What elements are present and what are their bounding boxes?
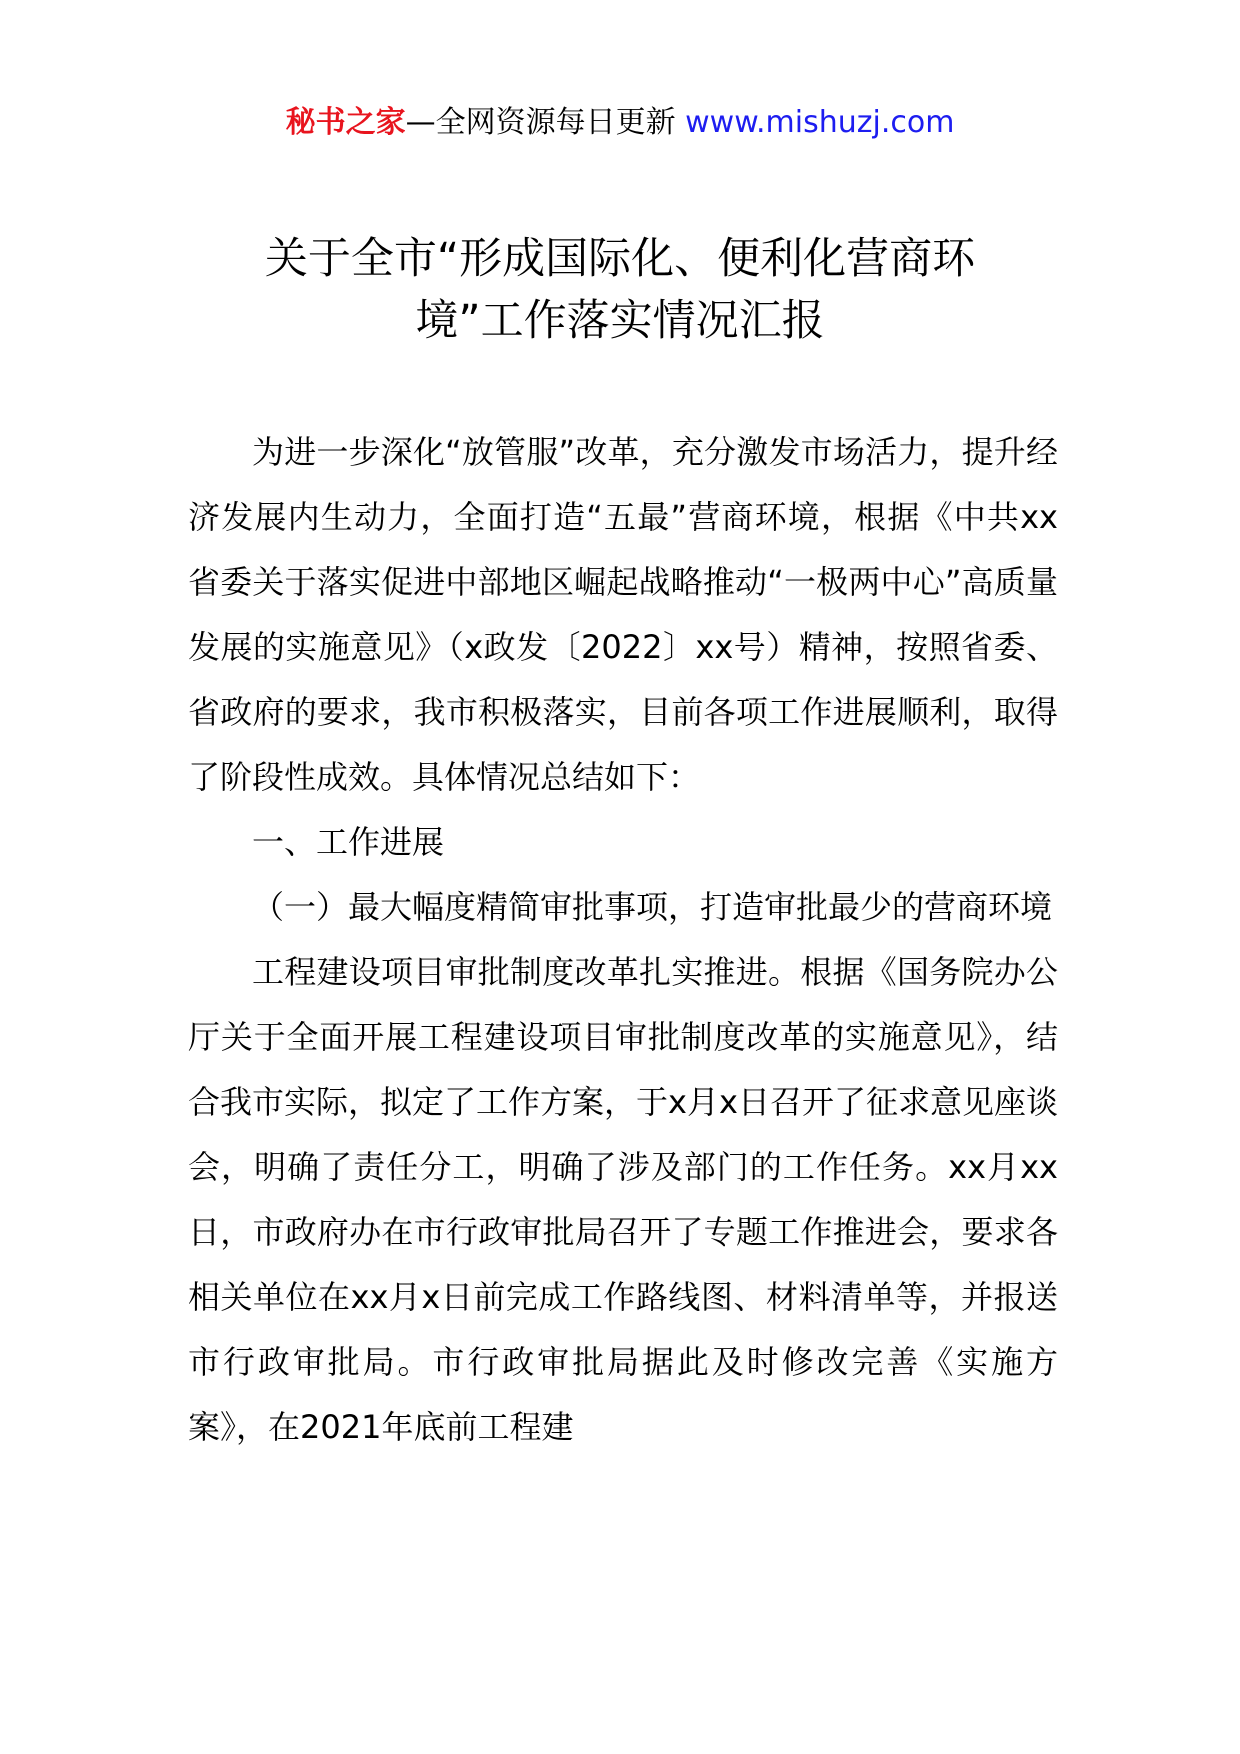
site-tagline: —全网资源每日更新 bbox=[405, 105, 686, 140]
subsection-heading: （一）最大幅度精简审批事项，打造审批最少的营商环境 bbox=[252, 888, 1053, 926]
document-title-line-2: 境”工作落实情况汇报 bbox=[415, 296, 825, 346]
document-title-line-1: 关于全市“形成国际化、便利化营商环 bbox=[264, 234, 976, 284]
site-name: 秘书之家 bbox=[285, 105, 406, 140]
section-heading: 一、工作进展 bbox=[252, 823, 445, 861]
body-paragraph: 工程建设项目审批制度改革扎实推进。根据《国务院办公厅关于全面开展工程建设项目审批制度改革的实施意见》，结合我市实际，拟定了工作方案，于x月x日召开了征求意见座谈会，明确了责任分工，明确了涉及部门的工作任务。xx月xx日，市政府办在市行政审批局召开了专题工作推进会，要求各相关单位在xx月x日前完成工作路线图、材料清单等，并报送市行政审批局。市行政审批局据此及时修改完善《实施方案》，在2021年底前工程建 bbox=[188, 953, 1058, 1446]
document-body bbox=[188, 420, 1058, 1460]
document-title bbox=[150, 228, 1090, 352]
site-header-banner bbox=[0, 103, 1240, 143]
site-url-link[interactable]: www.mishuzj.com bbox=[685, 105, 955, 140]
intro-paragraph: 为进一步深化“放管服”改革，充分激发市场活力，提升经济发展内生动力，全面打造“五最”营商环境，根据《中共xx省委关于落实促进中部地区崛起战略推动“一极两中心”高质量发展的实施意见》（x政发〔2022〕xx号）精神，按照省委、省政府的要求，我市积极落实，目前各项工作进展顺利，取得了阶段性成效。具体情况总结如下： bbox=[188, 433, 1058, 796]
